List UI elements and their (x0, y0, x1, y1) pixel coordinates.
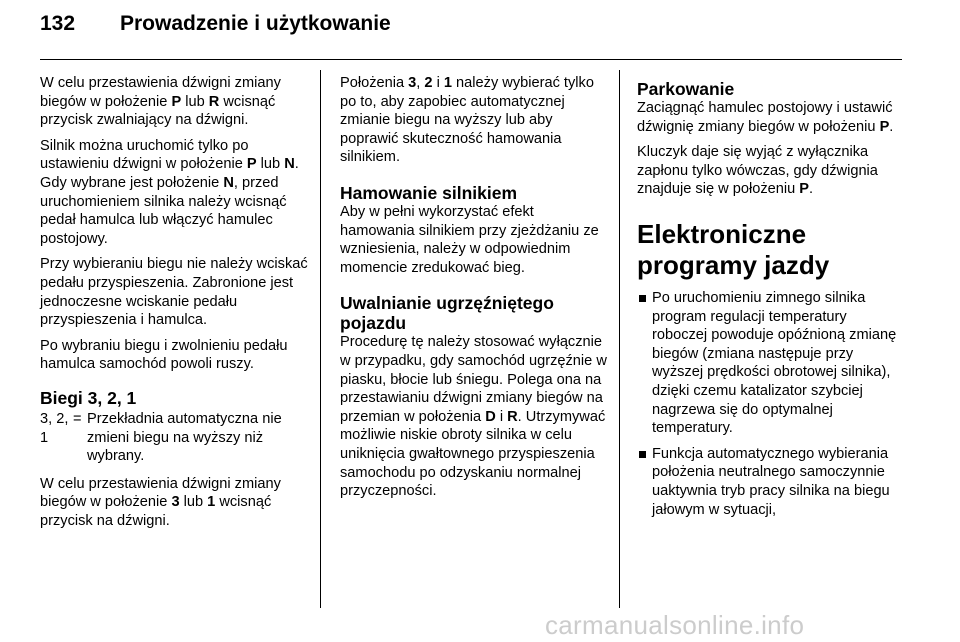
list-item: Funkcja automatycznego wybierania położenia neutralnego samoczynnie uaktywnia tryb pracy silnika na biegu jałowym w sytuacji, (637, 445, 905, 519)
definition-description: Przekładnia automatyczna nie zmieni biegu na wyższy niż wybrany. (87, 410, 282, 465)
column-2 (340, 74, 608, 508)
definition-separator: = (73, 410, 82, 427)
watermark: carmanualsonline.info (545, 610, 805, 640)
paragraph-accelerator-warning: Przy wybieraniu biegu nie należy wciskać pedału przyspieszenia. Zabronione jest jednoczesne wciskanie pedału przyspieszenia i hamulca. (40, 256, 308, 329)
section-heading-electronic-programs: Elektroniczne programy jazdy (637, 218, 830, 280)
definition-list (40, 410, 308, 466)
paragraph-gear-release: W celu przestawienia dźwigni zmiany biegów w położenie P lub R wcisnąć przycisk zwalniający na dźwigni. (40, 75, 281, 129)
paragraph-gear-321: W celu przestawienia dźwigni zmiany biegów w położenie 3 lub 1 wcisnąć przycisk na dźwigni. (40, 475, 281, 529)
paragraph-creep: Po wybraniu biegu i zwolnieniu pedału hamulca samochód powoli ruszy. (40, 337, 288, 373)
definition-term: 3, 2, 1 (40, 410, 69, 446)
page-header (40, 12, 391, 46)
bullet-square-icon (639, 451, 646, 458)
column-divider-2 (619, 70, 620, 608)
section-heading-gears: Biegi 3, 2, 1 (40, 387, 137, 408)
paragraph-engine-braking: Aby w pełni wykorzystać efekt hamowania silnikiem przy zjeżdżaniu ze wzniesienia, należy w odpowiednim momencie zredukować bieg. (340, 203, 599, 276)
section-heading-parking: Parkowanie (637, 79, 735, 99)
paragraph-parking: Zaciągnąć hamulec postojowy i ustawić dźwignię zmiany biegów w położeniu P. (637, 100, 894, 135)
paragraph-positions: Położenia 3, 2 i 1 należy wybierać tylko po to, aby zapobiec automatycznej zmianie biegu na wyższy lub aby poprawić skuteczność hamowania silnikiem. (340, 75, 594, 166)
column-3 (637, 74, 905, 526)
section-heading-engine-braking: Hamowanie silnikiem (340, 182, 518, 203)
column-divider-1 (320, 70, 321, 608)
bullet-square-icon (639, 295, 646, 302)
page-number: 132 (40, 12, 76, 35)
page-title: Prowadzenie i użytkowanie (120, 12, 391, 35)
bullet-list (637, 289, 905, 519)
paragraph-rocking: Procedurę tę należy stosować wyłącznie w przypadku, gdy samochód ugrzęźnie w piasku, błocie lub śniegu. Polega ona na przestawianiu dźwigni zmiany biegów na przemian w położenia D i R. Utrzymywać możliwie niskie obroty silnika w celu uniknięcia gwałtownego przyspieszenia samochodu po odzyskaniu normalnej przyczepności. (340, 334, 607, 500)
header-rule (40, 59, 902, 60)
list-item: Po uruchomieniu zimnego silnika program regulacji temperatury roboczej powoduje opóźnioną zmianę biegów (zmiana następuje przy wyższej prędkości obrotowej silnika), dzięki czemu katalizator szybciej nagrzewa się do optymalnej temperatury. (637, 289, 905, 438)
paragraph-engine-start: Silnik można uruchomić tylko po ustawieniu dźwigni w położenie P lub N. Gdy wybrane jest położenie N, przed uruchomieniem silnika należy wcisnąć pedał hamulca lub włączyć hamulec postojowy. (40, 137, 299, 247)
section-heading-rocking: Uwalnianie ugrzęźniętego pojazdu (340, 293, 554, 334)
column-1 (40, 74, 308, 537)
paragraph-key-removal: Kluczyk daje się wyjąć z wyłącznika zapłonu tylko wówczas, gdy dźwignia znajduje się w położeniu P. (637, 144, 878, 198)
